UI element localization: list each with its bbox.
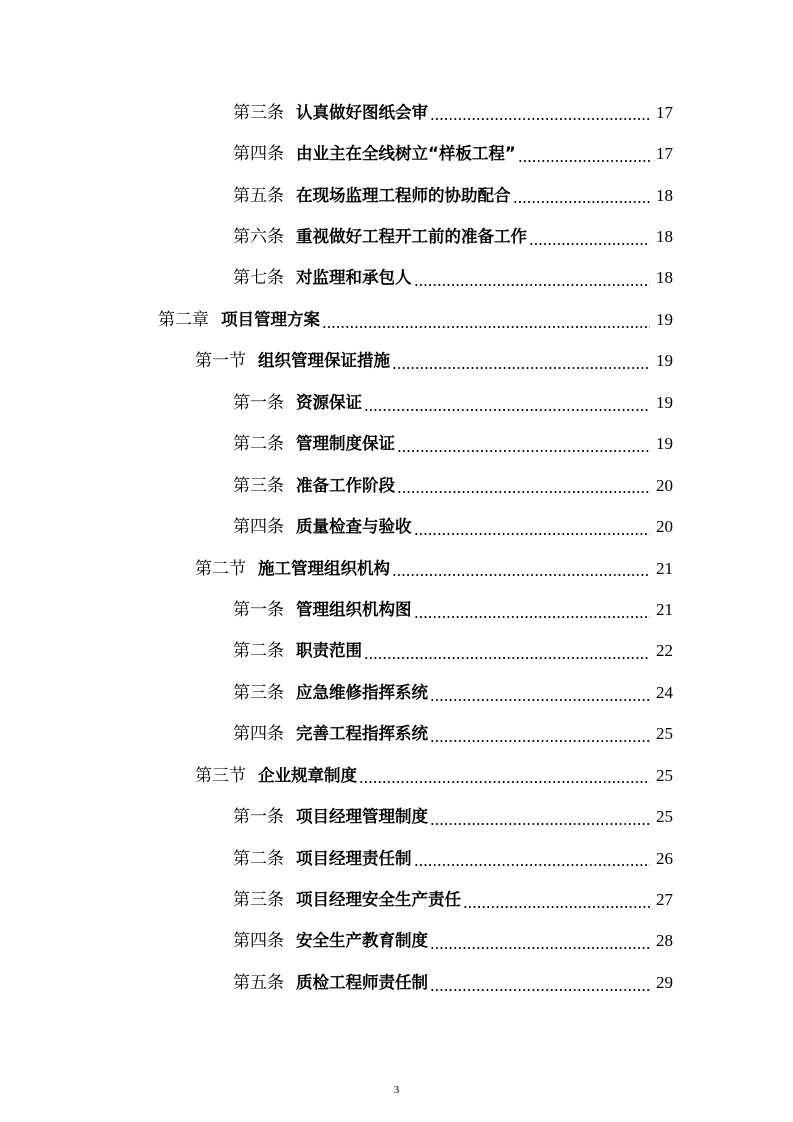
toc-entry[interactable] bbox=[0, 216, 793, 257]
toc-entry-number: 第四条 bbox=[233, 144, 284, 165]
toc-entry-number: 第三节 bbox=[195, 765, 246, 786]
dot-leader bbox=[430, 698, 650, 702]
toc-entry-page: 19 bbox=[656, 309, 673, 329]
toc-entry-title: 施工管理组织机构 bbox=[258, 558, 390, 578]
toc-entry-page: 25 bbox=[656, 724, 673, 744]
toc-entry-page: 26 bbox=[656, 848, 673, 868]
toc-entry-number: 第五条 bbox=[233, 972, 284, 993]
toc-entry[interactable] bbox=[0, 382, 793, 423]
toc-entry-title: 管理制度保证 bbox=[296, 434, 395, 454]
dot-leader bbox=[430, 988, 650, 992]
toc-entry-number: 第一条 bbox=[233, 807, 284, 828]
toc-entry-page: 17 bbox=[656, 144, 673, 164]
toc-entry-title: 完善工程指挥系统 bbox=[296, 724, 428, 744]
toc-entry-title: 质检工程师责任制 bbox=[296, 972, 428, 992]
toc-entry[interactable] bbox=[0, 133, 793, 174]
toc-entry-title: 准备工作阶段 bbox=[296, 475, 395, 495]
toc-entry-page: 24 bbox=[656, 682, 673, 702]
toc-entry-number: 第三条 bbox=[233, 890, 284, 911]
dot-leader bbox=[392, 573, 650, 577]
toc-entry[interactable] bbox=[0, 299, 793, 340]
dot-leader bbox=[414, 532, 651, 536]
toc-entry-number: 第六条 bbox=[233, 227, 284, 248]
toc-entry-page: 25 bbox=[656, 807, 673, 827]
dot-leader bbox=[463, 905, 650, 909]
toc-entry-page: 19 bbox=[656, 351, 673, 371]
toc-entry[interactable] bbox=[0, 506, 793, 547]
toc-entry-title: 企业规章制度 bbox=[258, 765, 357, 785]
toc-entry[interactable] bbox=[0, 341, 793, 382]
toc-entry-title: 项目经理责任制 bbox=[296, 848, 412, 868]
toc-entry[interactable] bbox=[0, 921, 793, 962]
toc-entry-title: 应急维修指挥系统 bbox=[296, 682, 428, 702]
dot-leader bbox=[414, 615, 651, 619]
toc-entry-number: 第四条 bbox=[233, 724, 284, 745]
toc-entry-title: 项目经理安全生产责任 bbox=[296, 890, 461, 910]
dot-leader bbox=[414, 283, 651, 287]
toc-entry[interactable] bbox=[0, 548, 793, 589]
toc-entry[interactable] bbox=[0, 755, 793, 796]
dot-leader bbox=[414, 863, 651, 867]
toc-entry[interactable] bbox=[0, 962, 793, 1003]
toc-entry-number: 第四条 bbox=[233, 517, 284, 538]
toc-entry[interactable] bbox=[0, 424, 793, 465]
toc-entry-page: 28 bbox=[656, 931, 673, 951]
toc-entry-title: 对监理和承包人 bbox=[296, 268, 412, 288]
toc-entry-page: 29 bbox=[656, 972, 673, 992]
toc-entry[interactable] bbox=[0, 258, 793, 299]
toc-entry-page: 18 bbox=[656, 227, 673, 247]
toc-entry-page: 19 bbox=[656, 434, 673, 454]
toc-entry[interactable] bbox=[0, 879, 793, 920]
dot-leader bbox=[397, 449, 650, 453]
toc-entry-title: 在现场监理工程师的协助配合 bbox=[296, 185, 511, 205]
toc-entry-title: 项目管理方案 bbox=[221, 309, 320, 329]
toc-entry-number: 第一条 bbox=[233, 599, 284, 620]
toc-entry[interactable] bbox=[0, 796, 793, 837]
toc-entry-title: 认真做好图纸会审 bbox=[296, 102, 428, 122]
dot-leader bbox=[529, 242, 650, 246]
toc-entry-title: 项目经理管理制度 bbox=[296, 807, 428, 827]
dot-leader bbox=[518, 159, 650, 163]
dot-leader bbox=[322, 325, 650, 329]
dot-leader bbox=[364, 408, 650, 412]
toc-entry[interactable] bbox=[0, 714, 793, 755]
toc-entry-page: 18 bbox=[656, 185, 673, 205]
table-of-contents bbox=[0, 92, 793, 1004]
dot-leader bbox=[430, 946, 650, 950]
toc-entry-page: 17 bbox=[656, 102, 673, 122]
toc-entry-number: 第三条 bbox=[233, 682, 284, 703]
toc-entry-title: 重视做好工程开工前的准备工作 bbox=[296, 227, 527, 247]
toc-entry[interactable] bbox=[0, 631, 793, 672]
toc-entry[interactable] bbox=[0, 838, 793, 879]
toc-entry-number: 第二条 bbox=[233, 434, 284, 455]
toc-entry-page: 27 bbox=[656, 890, 673, 910]
toc-entry[interactable] bbox=[0, 672, 793, 713]
toc-entry-page: 21 bbox=[656, 599, 673, 619]
toc-entry-page: 25 bbox=[656, 765, 673, 785]
toc-entry-number: 第七条 bbox=[233, 268, 284, 289]
toc-entry-number: 第三条 bbox=[233, 475, 284, 496]
toc-entry-page: 20 bbox=[656, 517, 673, 537]
dot-leader bbox=[359, 780, 650, 784]
toc-entry-page: 18 bbox=[656, 268, 673, 288]
toc-entry-title: 资源保证 bbox=[296, 392, 362, 412]
toc-entry-title: 组织管理保证措施 bbox=[258, 351, 390, 371]
toc-entry-title: 由业主在全线树立“样板工程” bbox=[296, 144, 516, 164]
toc-entry-number: 第三条 bbox=[233, 102, 284, 123]
toc-entry[interactable] bbox=[0, 175, 793, 216]
toc-entry-page: 21 bbox=[656, 558, 673, 578]
dot-leader bbox=[392, 366, 650, 370]
dot-leader bbox=[430, 822, 650, 826]
dot-leader bbox=[430, 117, 650, 121]
toc-entry-number: 第四条 bbox=[233, 931, 284, 952]
toc-entry-title: 质量检查与验收 bbox=[296, 517, 412, 537]
toc-entry-number: 第一节 bbox=[195, 351, 246, 372]
toc-entry-number: 第二条 bbox=[233, 641, 284, 662]
toc-entry-page: 22 bbox=[656, 641, 673, 661]
toc-entry-title: 职责范围 bbox=[296, 641, 362, 661]
toc-entry[interactable] bbox=[0, 92, 793, 133]
page-number: 3 bbox=[393, 1084, 400, 1096]
toc-entry-number: 第一条 bbox=[233, 392, 284, 413]
toc-entry-number: 第二章 bbox=[158, 309, 209, 330]
toc-entry[interactable] bbox=[0, 589, 793, 630]
toc-entry-page: 19 bbox=[656, 392, 673, 412]
toc-entry-number: 第二条 bbox=[233, 848, 284, 869]
toc-entry-number: 第二节 bbox=[195, 558, 246, 579]
dot-leader bbox=[364, 656, 650, 660]
toc-entry-page: 20 bbox=[656, 475, 673, 495]
toc-entry-title: 安全生产教育制度 bbox=[296, 931, 428, 951]
dot-leader bbox=[513, 200, 651, 204]
toc-entry-title: 管理组织机构图 bbox=[296, 599, 412, 619]
toc-entry[interactable] bbox=[0, 465, 793, 506]
dot-leader bbox=[430, 739, 650, 743]
toc-entry-number: 第五条 bbox=[233, 185, 284, 206]
dot-leader bbox=[397, 490, 650, 494]
